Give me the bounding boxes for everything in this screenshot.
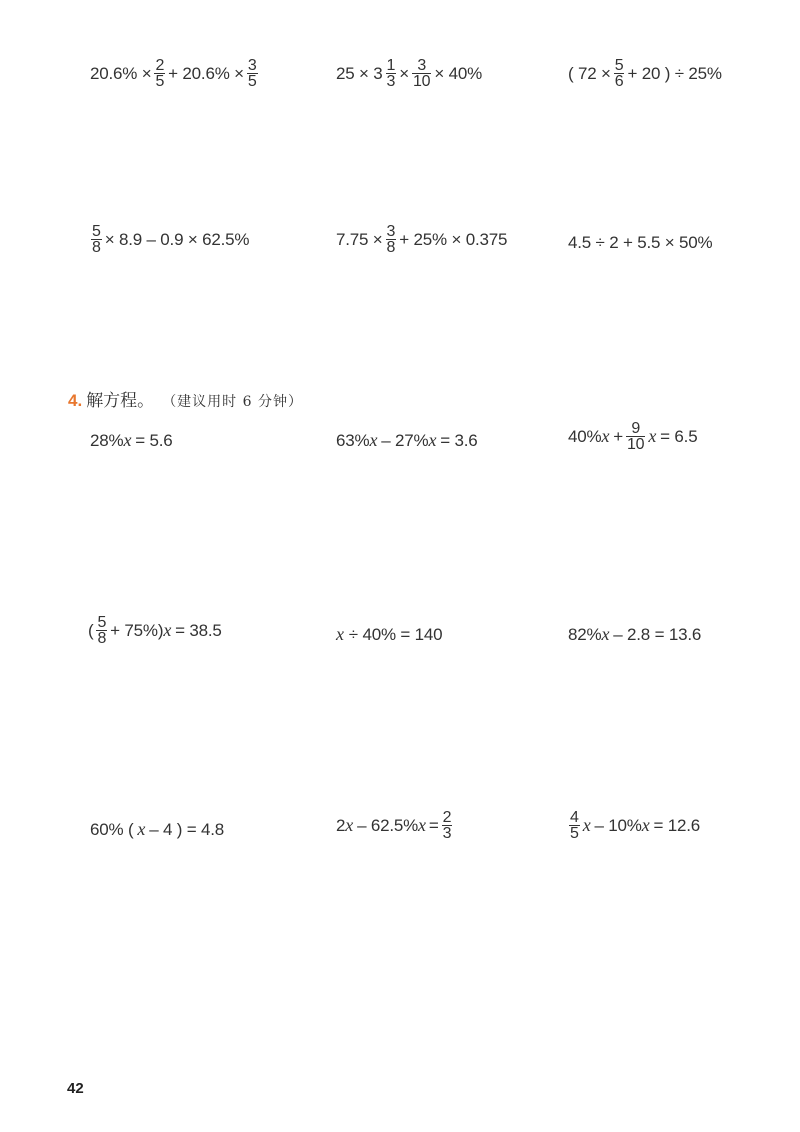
calc-problem-4: $\frac{5}{8}$ × 8.9 – 0.9 × 62.5% [92, 223, 250, 256]
equation-8: 2 x – 62.5% x = $\frac{2}{3}$ [336, 809, 452, 842]
fraction: $\frac{1}{3}$ [386, 57, 396, 90]
fraction: $\frac{5}{6}$ [614, 57, 624, 90]
time-hint: （建议用时 6 分钟） [162, 394, 303, 410]
equation-4: ( $\frac{5}{8}$ + 75%) x = 38.5 [88, 614, 222, 647]
fraction: $\frac{4}{5}$ [570, 809, 579, 842]
fraction: $\frac{3}{8}$ [386, 223, 396, 256]
calc-problem-3: ( 72 × $\frac{5}{6}$ + 20 ) ÷ 25% [568, 57, 722, 90]
fraction: $\frac{5}{8}$ [97, 614, 107, 647]
fraction: $\frac{2}{5}$ [155, 57, 165, 90]
fraction: $\frac{3}{5}$ [247, 57, 257, 90]
calc-problem-5: 7.75 × $\frac{3}{8}$ + 25% × 0.375 [336, 223, 508, 256]
equation-5: x ÷ 40% = 140 [336, 624, 443, 644]
equation-1: 28% x = 5.6 [90, 430, 173, 450]
equation-3: 40% x + $\frac{9}{10}$ x = 6.5 [568, 420, 698, 453]
page-number: 42 [67, 1080, 84, 1097]
fraction: $\frac{9}{10}$ [626, 420, 645, 453]
section-heading [68, 386, 303, 411]
calc-problem-1: 20.6% × $\frac{2}{5}$ + 20.6% × $\frac{3}{5}$ [90, 57, 257, 90]
calc-problem-6: 4.5 ÷ 2 + 5.5 × 50% [568, 233, 713, 252]
equation-9: $\frac{4}{5}$ x – 10% x = 12.6 [570, 809, 701, 842]
fraction: $\frac{2}{3}$ [442, 809, 452, 842]
equation-6: 82% x – 2.8 = 13.6 [568, 624, 702, 644]
question-title: 解方程。 [86, 391, 155, 410]
equation-2: 63% x – 27% x = 3.6 [336, 430, 478, 450]
calc-problem-2: 25 × 3 $\frac{1}{3}$ × $\frac{3}{10}$ × 40% [336, 57, 483, 90]
equation-7: 60% ( x – 4 ) = 4.8 [90, 819, 225, 839]
fraction: $\frac{3}{10}$ [412, 57, 431, 90]
question-number: 4. [68, 391, 83, 410]
fraction: $\frac{5}{8}$ [92, 223, 101, 256]
